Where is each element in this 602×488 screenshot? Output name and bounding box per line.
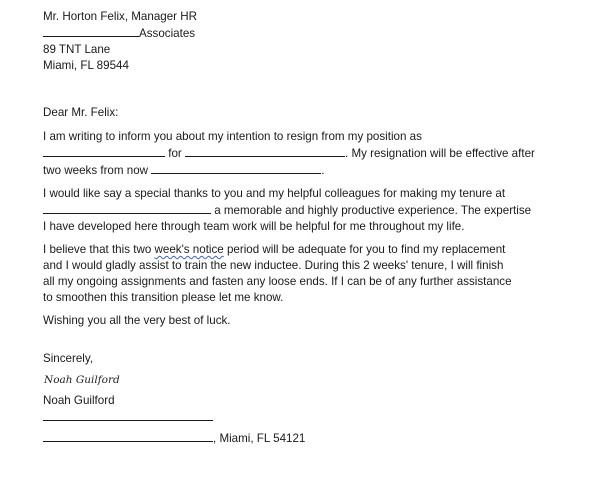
position-blank — [43, 145, 165, 157]
paragraph-intent-line-1: I am writing to inform you about my intention to resign from my position as — [43, 130, 422, 143]
sender-city: , Miami, FL 54121 — [213, 432, 306, 445]
notice-text-after: period will be adequate for you to find my replacement — [223, 243, 506, 256]
company-suffix: Associates — [139, 27, 196, 40]
recipient-street: 89 TNT Lane — [43, 43, 111, 56]
sender-name: Noah Guilford — [43, 394, 115, 407]
notice-text-before: I believe that this two — [43, 243, 155, 256]
closing: Sincerely, — [43, 352, 94, 365]
company-name-blank — [43, 25, 139, 37]
paragraph-notice — [43, 242, 563, 306]
effective-text: . My resignation will be effective after — [345, 147, 535, 160]
paragraph-thanks-line-2 — [43, 202, 563, 219]
paragraph-notice-line-2: and I would gladly assist to train the new inductee. During this 2 weeks' tenure, I will finish — [43, 259, 504, 272]
paragraph-notice-line-1 — [43, 242, 563, 258]
paragraph-intent — [43, 129, 563, 179]
paragraph-thanks — [43, 186, 563, 235]
sender-address-line — [43, 409, 563, 426]
date-blank — [151, 162, 321, 174]
period: . — [321, 164, 325, 177]
paragraph-thanks-line-3: I have developed here through team work will be helpful for me throughout my life. — [43, 220, 465, 233]
paragraph-intent-line-2 — [43, 145, 563, 162]
paragraph-intent-line-3 — [43, 162, 563, 179]
sender-street-blank — [43, 430, 213, 442]
recipient-city: Miami, FL 89544 — [43, 59, 129, 72]
paragraph-notice-line-3: all my ongoing assignments and fasten any loose ends. If I can be of any further assistance — [43, 275, 512, 288]
sender-address-blank — [43, 409, 213, 421]
handwritten-signature: Noah Guilford — [44, 374, 120, 386]
department-blank — [185, 145, 345, 157]
salutation: Dear Mr. Felix: — [43, 106, 119, 119]
paragraph-notice-line-4: to smoothen this transition please let me know. — [43, 291, 284, 304]
for-word: for — [168, 147, 182, 160]
paragraph-thanks-line-1: I would like say a special thanks to you and my helpful colleagues for making my tenure at — [43, 187, 506, 200]
spellcheck-flagged-text: week's notice — [154, 243, 224, 256]
wishes-line: Wishing you all the very best of luck. — [43, 314, 231, 327]
recipient-company-line — [43, 25, 563, 42]
company-blank — [43, 202, 211, 214]
memorable-text: a memorable and highly productive experience. The expertise — [214, 204, 532, 217]
recipient-name-line: Mr. Horton Felix, Manager HR — [43, 10, 197, 23]
two-weeks-text: two weeks from now — [43, 164, 149, 177]
sender-city-line — [43, 430, 563, 447]
resignation-letter — [43, 9, 563, 447]
